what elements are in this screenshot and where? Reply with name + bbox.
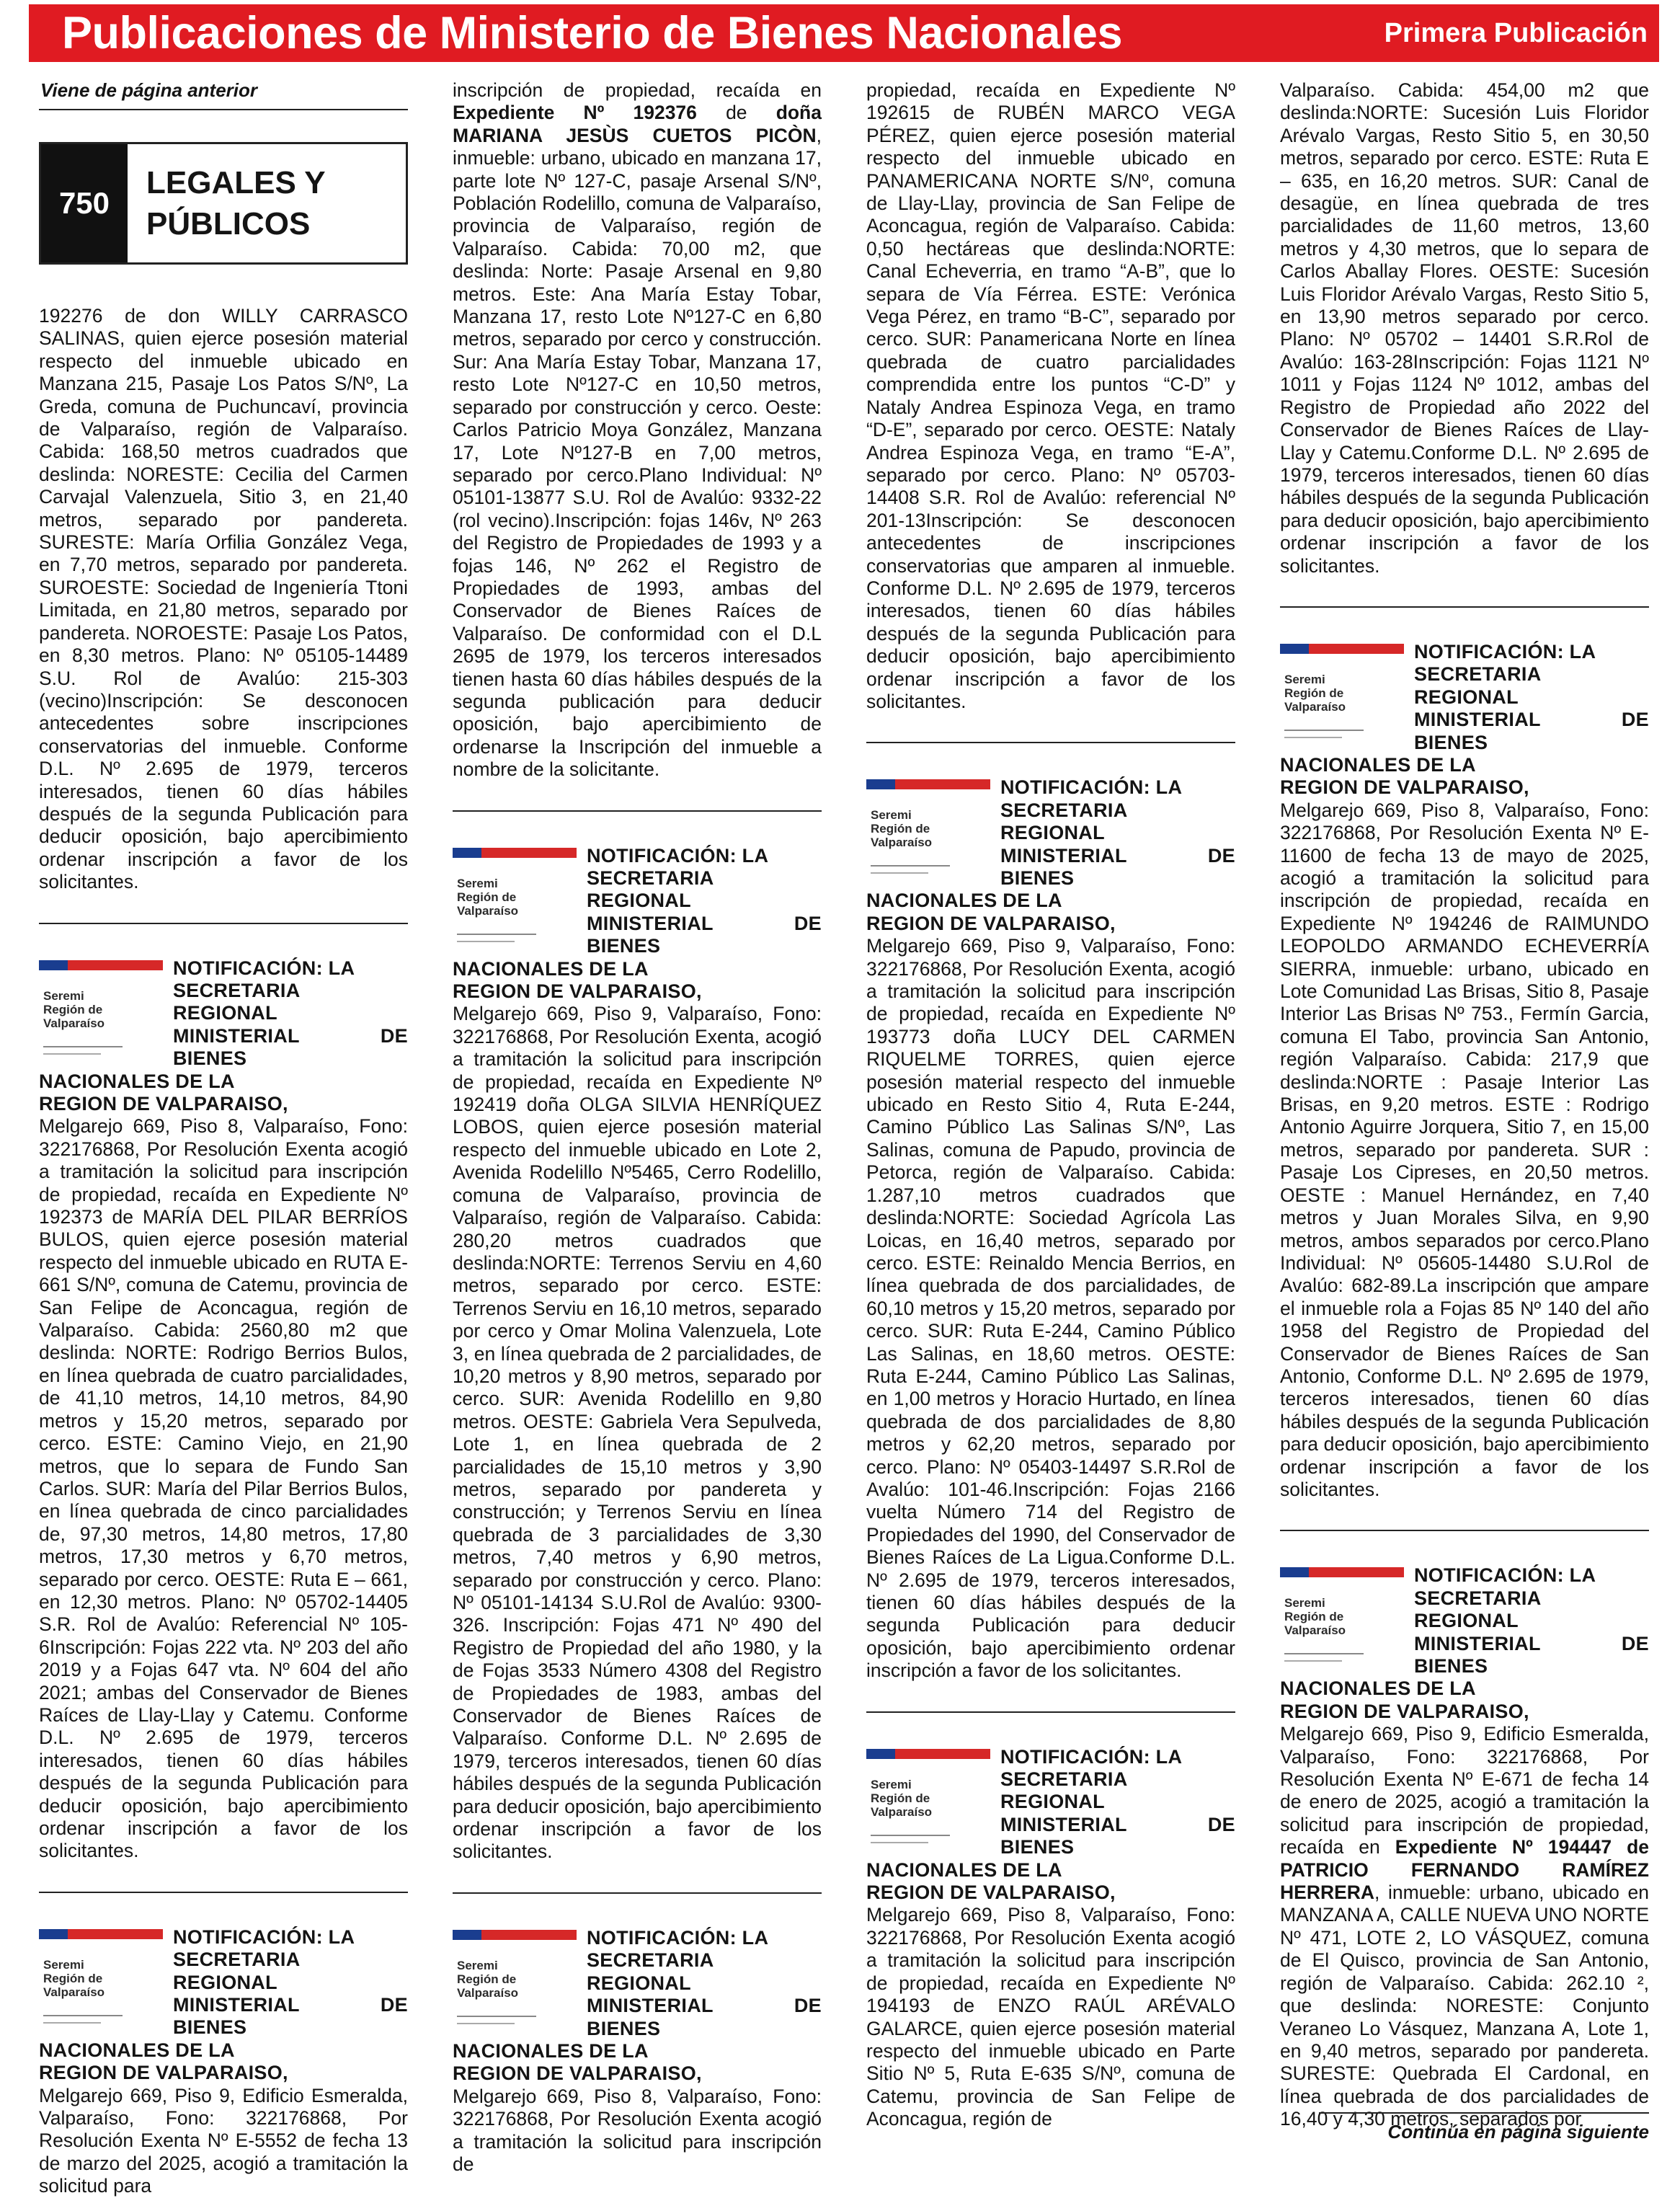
notice-body: Melgarejo 669, Piso 8, Valparaíso, Fono: 322176868, Por Resolución Exenta acogió a tramitación la solicitud para inscripción de propiedad, recaída en Expediente Nº 192373 de MARÍA DEL PILAR BERRÍOS BULOS, quien ejerce posesión material respecto del inmueble ubicado en RUTA E-661 S/Nº, comuna de Catemu, provincia de San Felipe de Aconcagua, región de Valparaíso. Cabida: 2560,80 m2 que deslinda: NORTE: Rodrigo Berrios Bulos, en línea quebrada de cuatro parcialidades, de 41,10 metros, 14,10 metros, 84,90 metros y 15,20 metros, separado por cerco. ESTE: Camino Viejo, en 21,90 metros, que lo separa de Fundo San Carlos. SUR: María del Pilar Berrios Bulos, en línea quebrada de cinco parcialidades de, 97,30 metros, 14,80 metros, 17,80 metros, 17,30 metros y 6,70 metros, separado por cerco. OESTE: Ruta E – 661, en 12,30 metros. Plano: Nº 05702-14405 S.R. Rol de Avalúo: Referencial Nº 105-6Inscripción: Fojas 222 vta. Nº 203 del año 2019 y a Fojas 647 vta. Nº 604 del año 2021; ambas del Conservador de Bienes Raíces de Llay-Llay y Catemu. Conforme D.L. Nº 2.695 de 1979, terceros interesados, tienen 60 días hábiles después de la segunda Publicación para deducir oposición, bajo apercibimiento ordenar inscripción a favor de los solicitantes. bbox=[39, 1115, 408, 1862]
notice bbox=[453, 845, 822, 1864]
divider bbox=[39, 923, 408, 924]
notice-body: Melgarejo 669, Piso 9, Edificio Esmeralda, Valparaíso, Fono: 322176868, Por Resolución Exenta Nº E-671 de fecha 14 de enero de 2025, acogió a tramitación la solicitud para inscripción de propiedad, recaída en Expediente Nº 194447 de PATRICIO FERNANDO RAMÍREZ HERRERA, inmueble: urbano, ubicado en MANZANA A, CALLE NUEVA UNO NORTE Nº 471, LOTE 2, LO VÁSQUEZ, comuna de El Quisco, provincia de San Antonio, región de Valparaíso. Cabida: 262.10 ², que deslinda: NORESTE: Conjunto Veraneo Lo Vásquez, Manzana A, Lote 1, en 9,40 metros, separado por pandereta. SURESTE: Quebrada El Cardonal, en línea quebrada de dos parcialidades de 16,40 y 4,30 metros, separados por bbox=[1280, 1723, 1649, 2130]
notice-body: Melgarejo 669, Piso 9, Edificio Esmeralda, Valparaíso, Fono: 322176868, Por Resolución Exenta Nº E-5552 de fecha 13 de marzo del 2025, acogió a tramitación la solicitud para bbox=[39, 2084, 408, 2197]
notice-body: Melgarejo 669, Piso 8, Valparaíso, Fono: 322176868, Por Resolución Exenta Nº E-11600 de fecha 13 de mayo de 2025, acogió a tramitación la solicitud para inscripción de propiedad, recaída en Expediente Nº 194246 de RAIMUNDO LEOPOLDO ARMANDO ECHEVERRÍA SIERRA, inmueble: urbano, ubicado en Lote Comunidad Las Brisas, Sitio 8, Pasaje Interior Las Brisas Nº 753., Fermín Garcia, comuna El Tabo, provincia San Antonio, región Valparaíso. Cabida: 217,9 que deslinda:NORTE : Pasaje Interior Las Brisas, en 9,20 metros. ESTE : Rodrigo Antonio Aguirre Jorquera, Sitio 7, en 15,00 metros, separado por pandereta. SUR : Pasaje Los Cipreses, en 20,50 metros. OESTE : Manuel Hernández, en 7,40 metros y Juan Morales Silva, en 9,90 metros, ambos separados por cerco.Plano Individual: Nº 05605-14480 S.U.Rol de Avalúo: 682-89.La inscripción que ampare el inmueble rola a Fojas 85 Nº 140 del año 1958 del Registro de Propiedad del Conservador de Bienes Raíces de San Antonio, Conforme D.L. Nº 2.695 de 1979, terceros interesados, tienen 60 días hábiles después de la segunda Publicación para deducir oposición, bajo apercibimiento ordenar inscripción a favor de los solicitantes. bbox=[1280, 799, 1649, 1500]
logo-text: Seremi bbox=[457, 876, 498, 890]
chile-flag-icon bbox=[39, 960, 163, 970]
section-title bbox=[128, 162, 326, 244]
logo-text: Seremi bbox=[1284, 1596, 1325, 1610]
divider bbox=[453, 1892, 822, 1894]
seremi-logo bbox=[1280, 641, 1404, 750]
notice-continuation: 192276 de don WILLY CARRASCO SALINAS, quien ejerce posesión material respecto del inmueble ubicado en Manzana 215, Pasaje Los Patos S/Nº, La Greda, comuna de Puchuncaví, provincia de Valparaíso, región de Valparaíso. Cabida: 168,50 metros cuadrados que deslinda: NORESTE: Cecilia del Carmen Carvajal Valenzuela, Sitio 3, en 21,40 metros, separado por pandereta. SURESTE: María Orfilia González Vega, en 7,70 metros, separado por pandereta. SUROESTE: Sociedad de Ingeniería Ttoni Limitada, en 21,80 metros, separado por pandereta. NOROESTE: Pasaje Los Patos, en 8,30 metros. Plano: Nº 05105-14489 S.U. Rol de Avalúo: 215-303 (vecino)Inscripción: Se desconocen antecedentes sobre inscripciones conservatorias del inmueble. Conforme D.L. Nº 2.695 de 1979, terceros interesados, tienen 60 días hábiles después de la segunda Publicación para deducir oposición, bajo apercibimiento ordenar inscripción a favor de los solicitantes. bbox=[39, 305, 408, 893]
chile-flag-icon bbox=[866, 1749, 990, 1759]
logo-text: Valparaíso bbox=[43, 1016, 105, 1030]
logo-text: Región de bbox=[457, 1972, 517, 1986]
logo-text: Seremi bbox=[871, 808, 912, 823]
logo-text: Región de bbox=[1284, 686, 1344, 700]
logo-text: Valparaíso bbox=[871, 836, 933, 850]
banner-edition-label: Primera Publicación bbox=[1384, 17, 1648, 48]
seremi-logo bbox=[39, 1926, 163, 2036]
notice-heading: NOTIFICACIÓN: LA SECRETARIA REGIONAL MINISTERIAL DE BIENES NACIONALES DE LA REGION DE VALPARAISO, bbox=[866, 1745, 1235, 1904]
logo-decoration bbox=[43, 2015, 123, 2016]
logo-text: Valparaíso bbox=[43, 1985, 105, 1999]
page-banner bbox=[29, 4, 1659, 62]
notice-heading: NOTIFICACIÓN: LA SECRETARIA REGIONAL MINISTERIAL DE BIENES NACIONALES DE LA REGION DE VALPARAISO, bbox=[39, 1926, 408, 2084]
logo-decoration bbox=[43, 1053, 101, 1055]
logo-text: Región de bbox=[457, 890, 517, 904]
banner-title: Publicaciones de Ministerio de Bienes Nacionales bbox=[62, 7, 1122, 58]
seremi-logo bbox=[453, 845, 577, 954]
chile-flag-icon bbox=[39, 1929, 163, 1939]
logo-decoration bbox=[871, 1842, 928, 1843]
continued-from-label: Viene de página anterior bbox=[40, 79, 258, 101]
divider bbox=[39, 109, 408, 110]
logo-text: Valparaíso bbox=[1284, 1623, 1346, 1638]
logo-text: Región de bbox=[43, 1971, 103, 1985]
notice-continuation: propiedad, recaída en Expediente Nº 192615 de RUBÉN MARCO VEGA PÉREZ, quien ejerce posesión material respecto del inmueble ubicado en PANAMERICANA NORTE S/Nº, comuna de Llay-Llay, provincia de San Felipe de Aconcagua, región de Valparaíso. Cabida: 0,50 hectáreas que deslinda:NORTE: Canal Echeverria, en tramo “A-B”, que lo separa de Vía Férrea. ESTE: Verónica Vega Pérez, en tramo “B-C”, separado por cerco. SUR: Panamericana Norte en línea quebrada de cuatro parcialidades comprendida entre los puntos “C-D” y Nataly Andrea Espinoza Vega, en tramo “D-E”, separado por cerco. OESTE: Nataly Andrea Espinoza Vega, en tramo “E-A”, separado por cerco. Plano: Nº 05703-14408 S.R. Rol de Avalúo: referencial Nº 201-13Inscripción: Se desconocen antecedentes de inscripciones conservatorias que amparen al inmueble. Conforme D.L. Nº 2.695 de 1979, terceros interesados, tienen 60 días hábiles después de la segunda Publicación para deducir oposición, bajo apercibimiento ordenar inscripción a favor de los solicitantes. bbox=[866, 79, 1235, 712]
chile-flag-icon bbox=[1280, 644, 1404, 654]
logo-decoration bbox=[1284, 737, 1342, 738]
column-4 bbox=[1280, 79, 1649, 2141]
logo-text: Seremi bbox=[43, 1957, 84, 1972]
logo-text: Región de bbox=[43, 1002, 103, 1016]
logo-decoration bbox=[43, 1046, 123, 1047]
logo-decoration bbox=[457, 2023, 515, 2024]
notice bbox=[1280, 641, 1649, 1501]
column-1 bbox=[39, 79, 408, 2197]
notice bbox=[866, 1746, 1235, 2131]
logo-text: Valparaíso bbox=[871, 1804, 933, 1819]
logo-decoration bbox=[43, 2022, 101, 2024]
logo-decoration bbox=[871, 872, 928, 874]
notice bbox=[866, 776, 1235, 1682]
logo-text: Región de bbox=[871, 822, 930, 836]
section-number: 750 bbox=[41, 144, 128, 262]
logo-text: Región de bbox=[871, 1791, 930, 1805]
chile-flag-icon bbox=[1280, 1567, 1404, 1577]
logo-decoration bbox=[457, 941, 515, 942]
logo-decoration bbox=[1284, 730, 1364, 731]
notice-continuation: inscripción de propiedad, recaída en Expediente Nº 192376 de doña MARIANA JESÙS CUETOS PICÒN, inmueble: urbano, ubicado en manzana 17, parte lote Nº 127-C, pasaje Arsenal S/Nº, Población Rodelillo, comuna de Valparaíso, provincia de Valparaíso, región de Valparaíso. Cabida: 70,00 m2, que deslinda: Norte: Pasaje Arsenal en 9,80 metros. Este: Ana María Estay Tobar, Manzana 17, resto Lote Nº127-C en 6,80 metros, separado por cerco y construcción. Sur: Ana María Estay Tobar, Manzana 17, resto Lote Nº127-C en 10,50 metros, separado por construcción y cerco. Oeste: Carlos Patricio Moya González, Manzana 17, Lote Nº127-B en 7,00 metros, separado por cerco.Plano Individual: Nº 05101-13877 S.U. Rol de Avalúo: 9332-22 (rol vecino).Inscripción: fojas 146v, Nº 263 del Registro de Propiedades de 1993 y a fojas 146, Nº 262 el Registro de Propiedades de 1993, ambas del Conservador de Bienes Raíces de Valparaíso. De conformidad con el D.L 2695 de 1979, los terceros interesados tienen hasta 60 días hábiles después de la segunda publicación para deducir oposición, bajo apercibimiento de ordenarse la Inscripción del inmueble a nombre de la solicitante. bbox=[453, 79, 822, 781]
logo-text: Valparaíso bbox=[1284, 699, 1346, 714]
notice-heading: NOTIFICACIÓN: LA SECRETARIA REGIONAL MINISTERIAL DE BIENES NACIONALES DE LA REGION DE VALPARAISO, bbox=[866, 776, 1235, 934]
logo-text: Seremi bbox=[43, 988, 84, 1003]
chile-flag-icon bbox=[453, 1930, 577, 1940]
divider bbox=[1280, 606, 1649, 608]
logo-decoration bbox=[457, 934, 536, 935]
notice bbox=[39, 957, 408, 1863]
column-3 bbox=[866, 79, 1235, 2141]
logo-text: Valparaíso bbox=[457, 1985, 519, 2000]
notice-heading: NOTIFICACIÓN: LA SECRETARIA REGIONAL MINISTERIAL DE BIENES NACIONALES DE LA REGION DE VALPARAISO, bbox=[1280, 1564, 1649, 1722]
divider bbox=[1280, 1530, 1649, 1531]
seremi-logo bbox=[866, 1746, 990, 1856]
logo-text: Región de bbox=[1284, 1610, 1344, 1624]
notice-body: Melgarejo 669, Piso 9, Valparaíso, Fono: 322176868, Por Resolución Exenta, acogió a tramitación la solicitud para inscripción de propiedad, recaída en Expediente Nº 193773 doña LUCY DEL CARMEN RIQUELME TORRES, quien ejerce posesión material respecto del inmueble ubicado en Resto Sitio 4, Ruta E-244, Camino Público Las Salinas S/Nº, Las Salinas, comuna de Papudo, provincia de Petorca, región de Valparaíso. Cabida: 1.287,10 metros cuadrados que deslinda:NORTE: Sociedad Agrícola Las Loicas, en 16,40 metros, separado por cerco. ESTE: Reinaldo Mencia Berrios, en línea quebrada de dos parcialidades, de 60,10 metros y 15,20 metros, separado por cerco. SUR: Ruta E-244, Camino Público Las Salinas, en 18,60 metros. OESTE: Ruta E-244, Camino Público Las Salinas, en 1,00 metros y Horacio Hurtado, en línea quebrada de dos parcialidades de 8,80 metros y 62,20 metros, separado por cerco. Plano: Nº 05403-14497 S.R.Rol de Avalúo: 101-46.Inscripción: Fojas 2166 vuelta Número 714 del Registro de Propiedades del 1990, del Conservador de Bienes Raíces de La Ligua.Conforme D.L. Nº 2.695 de 1979, terceros interesados, tienen 60 días hábiles después de la segunda Publicación para deducir oposición, bajo apercibimiento ordenar inscripción a favor de los solicitantes. bbox=[866, 935, 1235, 1682]
notice bbox=[39, 1926, 408, 2198]
notice-heading: NOTIFICACIÓN: LA SECRETARIA REGIONAL MINISTERIAL DE BIENES NACIONALES DE LA REGION DE VALPARAISO, bbox=[39, 957, 408, 1114]
notice-body: Melgarejo 669, Piso 8, Valparaíso, Fono: 322176868, Por Resolución Exenta acogió a tramitación la solicitud para inscripción de bbox=[453, 2085, 822, 2175]
continued-to-label: Continúa en página siguiente bbox=[1319, 2112, 1649, 2143]
column-2 bbox=[453, 79, 822, 2175]
notice-heading: NOTIFICACIÓN: LA SECRETARIA REGIONAL MINISTERIAL DE BIENES NACIONALES DE LA REGION DE VALPARAISO, bbox=[1280, 640, 1649, 799]
logo-decoration bbox=[1284, 1653, 1364, 1654]
divider bbox=[866, 742, 1235, 743]
notice-body: Melgarejo 669, Piso 9, Valparaíso, Fono: 322176868, Por Resolución Exenta, acogió a tramitación la solicitud para inscripción de propiedad, recaída en Expediente Nº 192419 doña OLGA SILVIA HENRÍQUEZ LOBOS, quien ejerce posesión material respecto del inmueble ubicado en Lote 2, Avenida Rodelillo Nº5465, Cerro Rodelillo, comuna de Valparaíso, provincia de Valparaíso, región de Valparaíso. Cabida: 280,20 metros cuadrados que deslinda:NORTE: Terrenos Serviu en 4,60 metros, separado por cerco. ESTE: Terrenos Serviu en 16,10 metros, separado por cerco y Omar Molina Valenzuela, Lote 3, en línea quebrada de 2 parcialidades, de 10,20 metros y 8,90 metros, separado por cerco. SUR: Avenida Rodelillo en 9,80 metros. OESTE: Gabriela Vera Sepulveda, Lote 1, en línea quebrada de 2 parcialidades de 15,10 metros y 3,90 metros, separado por pandereta y construcción; y Terrenos Serviu en línea quebrada de 3 parcialidades de 3,30 metros, 7,40 metros y 6,90 metros, separado por construcción y cerco. Plano: Nº 05101-14134 S.U.Rol de Avalúo: 9300-326. Inscripción: Fojas 471 Nº 490 del Registro de Propiedad del año 1980, y la de Fojas 3533 Número 4308 del Registro de Propiedades de 1983, ambas del Conservador de Bienes Raíces de Valparaíso. Conforme D.L. Nº 2.695 de 1979, terceros interesados, tienen 60 días hábiles después de la segunda Publicación para deducir oposición, bajo apercibimiento ordenar inscripción a favor de los solicitantes. bbox=[453, 1003, 822, 1863]
logo-decoration bbox=[1284, 1660, 1342, 1662]
divider bbox=[453, 810, 822, 812]
notice-heading: NOTIFICACIÓN: LA SECRETARIA REGIONAL MINISTERIAL DE BIENES NACIONALES DE LA REGION DE VALPARAISO, bbox=[453, 1926, 822, 2085]
notice bbox=[1280, 1564, 1649, 2130]
seremi-logo bbox=[39, 957, 163, 1067]
divider bbox=[866, 1711, 1235, 1713]
seremi-logo bbox=[1280, 1564, 1404, 1674]
section-header bbox=[39, 142, 408, 265]
seremi-logo bbox=[453, 1927, 577, 2037]
notice-continuation: Valparaíso. Cabida: 454,00 m2 que deslinda:NORTE: Sucesión Luis Floridor Arévalo Vargas, Resto Sitio 5, en 30,50 metros, separado por cerco. ESTE: Ruta E – 635, en 16,20 metros. SUR: Canal de desagüe, en línea quebrada de tres parcialidades de 11,60 metros, 13,60 metros y 4,30 metros, que lo separa de Carlos Aballay Flores. OESTE: Sucesión Luis Floridor Arévalo Vargas, Resto Sitio 5, en 13,90 metros separado por cerco. Plano: Nº 05702 – 14401 S.R.Rol de Avalúo: 163-28Inscripción: Fojas 1121 Nº 1011 y Fojas 1124 Nº 1012, ambas del Registro de Propiedad año 2022 del Conservador de Bienes Raíces de Llay-Llay y Catemu.Conforme D.L. Nº 2.695 de 1979, terceros interesados, tienen 60 días hábiles después de la segunda Publicación para deducir oposición, bajo apercibimiento ordenar inscripción a favor de los solicitantes. bbox=[1280, 79, 1649, 577]
section-title-line: PÚBLICOS bbox=[146, 206, 311, 241]
expediente-number: Expediente Nº 192376 bbox=[453, 102, 697, 124]
notice-heading: NOTIFICACIÓN: LA SECRETARIA REGIONAL MINISTERIAL DE BIENES NACIONALES DE LA REGION DE VALPARAISO, bbox=[453, 844, 822, 1003]
notice-body: Melgarejo 669, Piso 8, Valparaíso, Fono: 322176868, Por Resolución Exenta acogió a tramitación la solicitud para inscripción de propiedad, recaída en Expediente Nº 194193 de ENZO RAÚL ARÉVALO GALARCE, quien ejerce posesión material respecto del inmueble ubicado en Parte Sitio Nº 5, Ruta E-635 S/Nº, comuna de Catemu, provincia de San Felipe de Aconcagua, región de bbox=[866, 1904, 1235, 2130]
chile-flag-icon bbox=[453, 848, 577, 858]
notice bbox=[453, 1927, 822, 2176]
applicant-name: doña MARIANA JESÙS CUETOS PICÒN bbox=[453, 102, 822, 146]
expediente-number: Expediente Nº 194447 de PATRICIO FERNANDO RAMÍREZ HERRERA bbox=[1280, 1836, 1649, 1904]
logo-decoration bbox=[871, 865, 950, 867]
logo-text: Seremi bbox=[871, 1777, 912, 1791]
logo-text: Seremi bbox=[1284, 672, 1325, 686]
logo-text: Seremi bbox=[457, 1958, 498, 1972]
logo-text: Valparaíso bbox=[457, 903, 519, 918]
seremi-logo bbox=[866, 776, 990, 886]
chile-flag-icon bbox=[866, 779, 990, 789]
divider bbox=[39, 1892, 408, 1893]
logo-decoration bbox=[871, 1835, 950, 1836]
logo-decoration bbox=[457, 2016, 536, 2017]
section-title-line: LEGALES Y bbox=[146, 164, 326, 200]
